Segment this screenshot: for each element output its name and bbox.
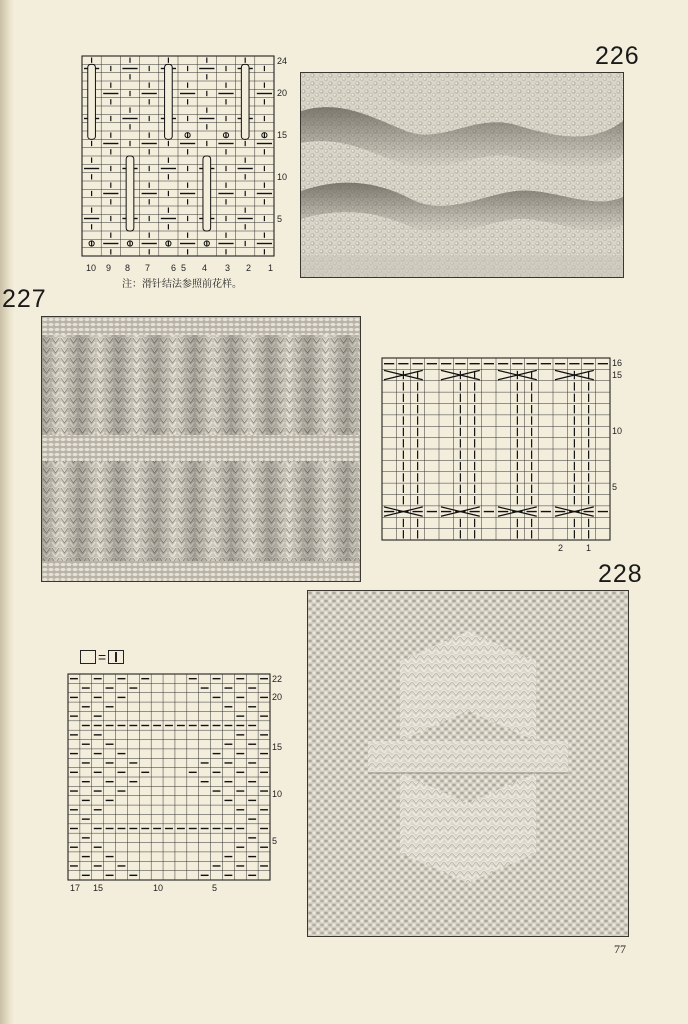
chart-226-col-label-10: 10 — [86, 263, 97, 273]
chart-226-col-label-6: 6 — [171, 263, 177, 273]
chart-227-col-label-1: 1 — [586, 543, 592, 553]
pattern-226-note: 注：滑针结法参照前花样。 — [122, 279, 242, 290]
chart-227-row-label-16: 16 — [612, 358, 623, 368]
chart-226-slip-stitch-oval — [126, 156, 134, 231]
chart-228-row-label-5: 5 — [272, 836, 278, 846]
chart-226-row-label-10: 10 — [277, 172, 288, 182]
chart-226-row-label-24: 24 — [277, 56, 288, 66]
pattern-226-number: 226 — [595, 42, 640, 70]
pattern-228-swatch-photo — [307, 590, 629, 937]
chart-226-slip-stitch-oval — [88, 64, 96, 139]
pattern-226-swatch-photo — [300, 72, 624, 278]
chart-226-col-label-7: 7 — [145, 263, 151, 273]
legend-empty-square-icon — [80, 650, 96, 664]
chart-226-col-label-4: 4 — [202, 263, 208, 273]
chart-228-col-label-17: 17 — [70, 883, 81, 893]
chart-227-row-label-15: 15 — [612, 370, 623, 380]
chart-227-row-label-5: 5 — [612, 482, 618, 492]
chart-226-col-label-9: 9 — [106, 263, 112, 273]
chart-227-col-label-2: 2 — [558, 543, 564, 553]
chart-226-col-label-1: 1 — [268, 263, 274, 273]
chart-226-col-label-8: 8 — [125, 263, 131, 273]
pattern-227-number: 227 — [2, 285, 47, 313]
chart-226-slip-stitch-oval — [203, 156, 211, 231]
chart-226-col-label-2: 2 — [246, 263, 252, 273]
chart-226-row-label-15: 15 — [277, 130, 288, 140]
chart-226-row-label-5: 5 — [277, 214, 283, 224]
chart-226-row-label-20: 20 — [277, 88, 288, 98]
pattern-227-chart — [378, 354, 633, 556]
chart-228-row-label-22: 22 — [272, 674, 283, 684]
pattern-226-chart — [78, 52, 293, 277]
page-binding-edge — [0, 0, 14, 1024]
chart-228-row-label-15: 15 — [272, 742, 283, 752]
chart-228-col-label-5: 5 — [212, 883, 218, 893]
chart-226-col-label-5: 5 — [181, 263, 187, 273]
chart-228-row-label-10: 10 — [272, 789, 283, 799]
chart-228-row-label-20: 20 — [272, 692, 283, 702]
pattern-228-chart — [64, 670, 304, 896]
chart-226-col-label-3: 3 — [225, 263, 231, 273]
pattern-228-number: 228 — [598, 560, 643, 588]
chart-228-col-label-10: 10 — [153, 883, 164, 893]
chart-227-row-label-10: 10 — [612, 426, 623, 436]
legend-purl-bar-square-icon — [108, 650, 124, 664]
chart-226-slip-stitch-oval — [241, 64, 249, 139]
pattern-228-legend — [80, 649, 124, 665]
pattern-227-swatch-photo — [41, 316, 361, 582]
chart-228-col-label-15: 15 — [93, 883, 104, 893]
legend-equals: = — [98, 649, 107, 665]
chart-226-slip-stitch-oval — [165, 64, 173, 139]
page-number: 77 — [614, 942, 626, 956]
